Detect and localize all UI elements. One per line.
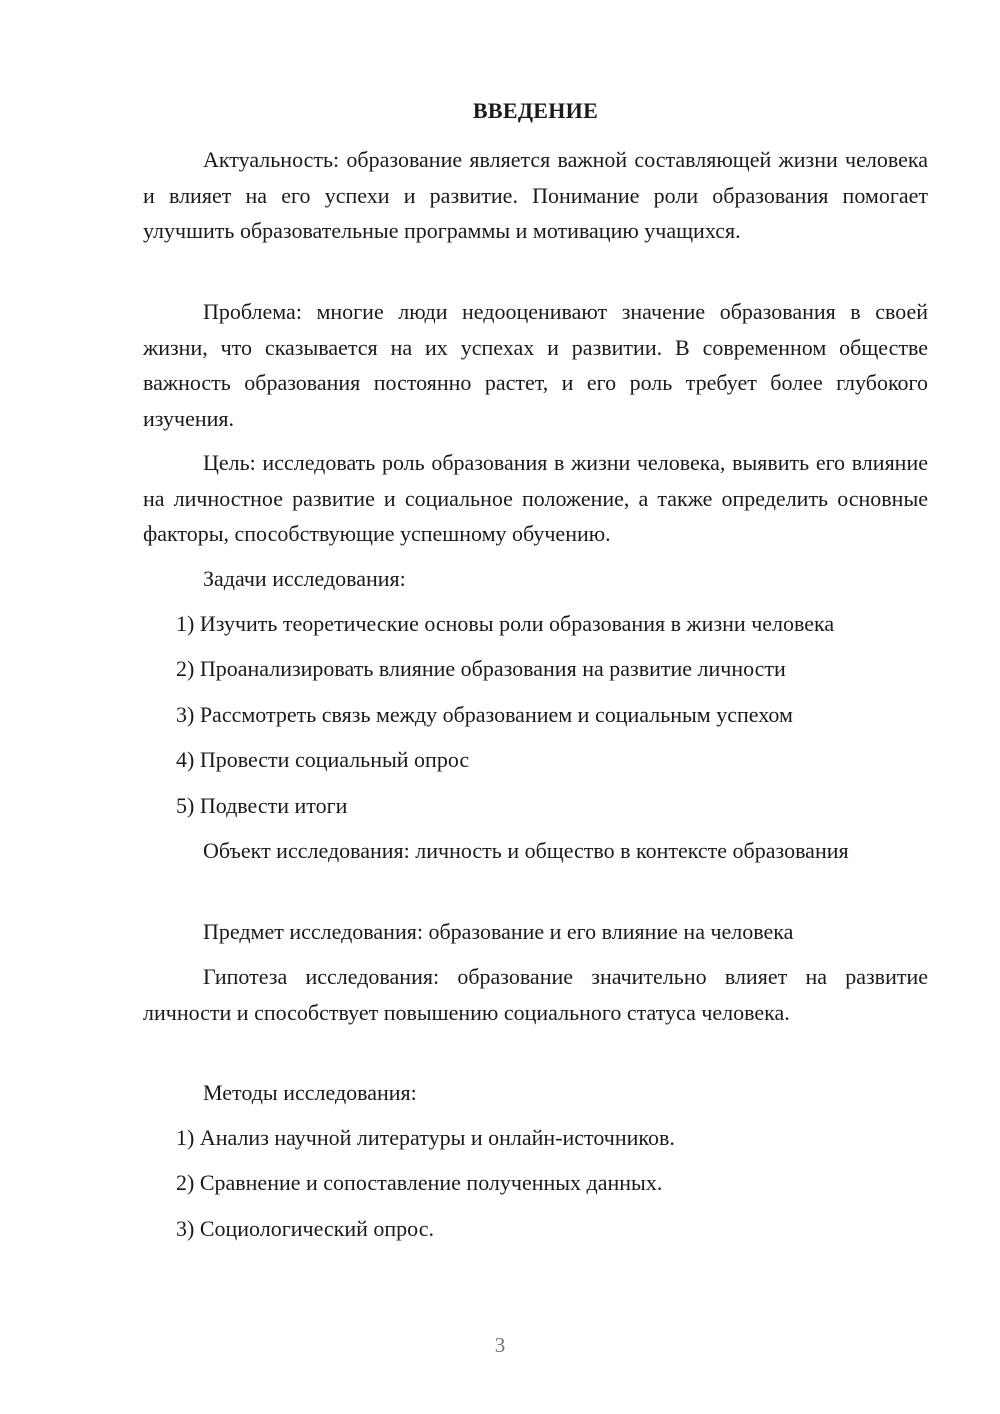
relevance-paragraph: Актуальность: образование является важной составляющей жизни человека и влияет на его успехи и развитие. Понимание роли образования помогает улучшить образовательные программы и мотивацию учащихся. <box>143 147 928 243</box>
page-number: 3 <box>494 1333 506 1357</box>
method-item: 2) Сравнение и сопоставление полученных данных. <box>176 1170 663 1195</box>
method-item: 1) Анализ научной литературы и онлайн-источников. <box>176 1125 675 1150</box>
task-item: 5) Подвести итоги <box>176 793 348 818</box>
task-item: 1) Изучить теоретические основы роли образования в жизни человека <box>176 611 835 636</box>
task-item: 4) Провести социальный опрос <box>176 747 470 772</box>
problem-paragraph: Проблема: многие люди недооценивают значение образования в своей жизни, что сказывается на их успехах и развитии. В современном обществе важность образования постоянно растет, и его роль требует более глубокого изучения. <box>143 299 928 431</box>
section-title: ВВЕДЕНИЕ <box>472 98 599 123</box>
task-item: 2) Проанализировать влияние образования на развитие личности <box>176 656 786 681</box>
tasks-heading: Задачи исследования: <box>203 566 406 591</box>
hypothesis-paragraph: Гипотеза исследования: образование значительно влияет на развитие личности и способствует повышению социального статуса человека. <box>143 964 928 1025</box>
task-item: 3) Рассмотреть связь между образованием и социальным успехом <box>176 702 793 727</box>
subject-paragraph: Предмет исследования: образование и его влияние на человека <box>203 919 794 944</box>
method-item: 3) Социологический опрос. <box>176 1216 434 1241</box>
object-paragraph: Объект исследования: личность и общество в контексте образования <box>203 838 849 863</box>
methods-heading: Методы исследования: <box>203 1080 417 1105</box>
goal-paragraph: Цель: исследовать роль образования в жизни человека, выявить его влияние на личностное развитие и социальное положение, а также определить основные факторы, способствующие успешному обучению. <box>143 450 928 546</box>
